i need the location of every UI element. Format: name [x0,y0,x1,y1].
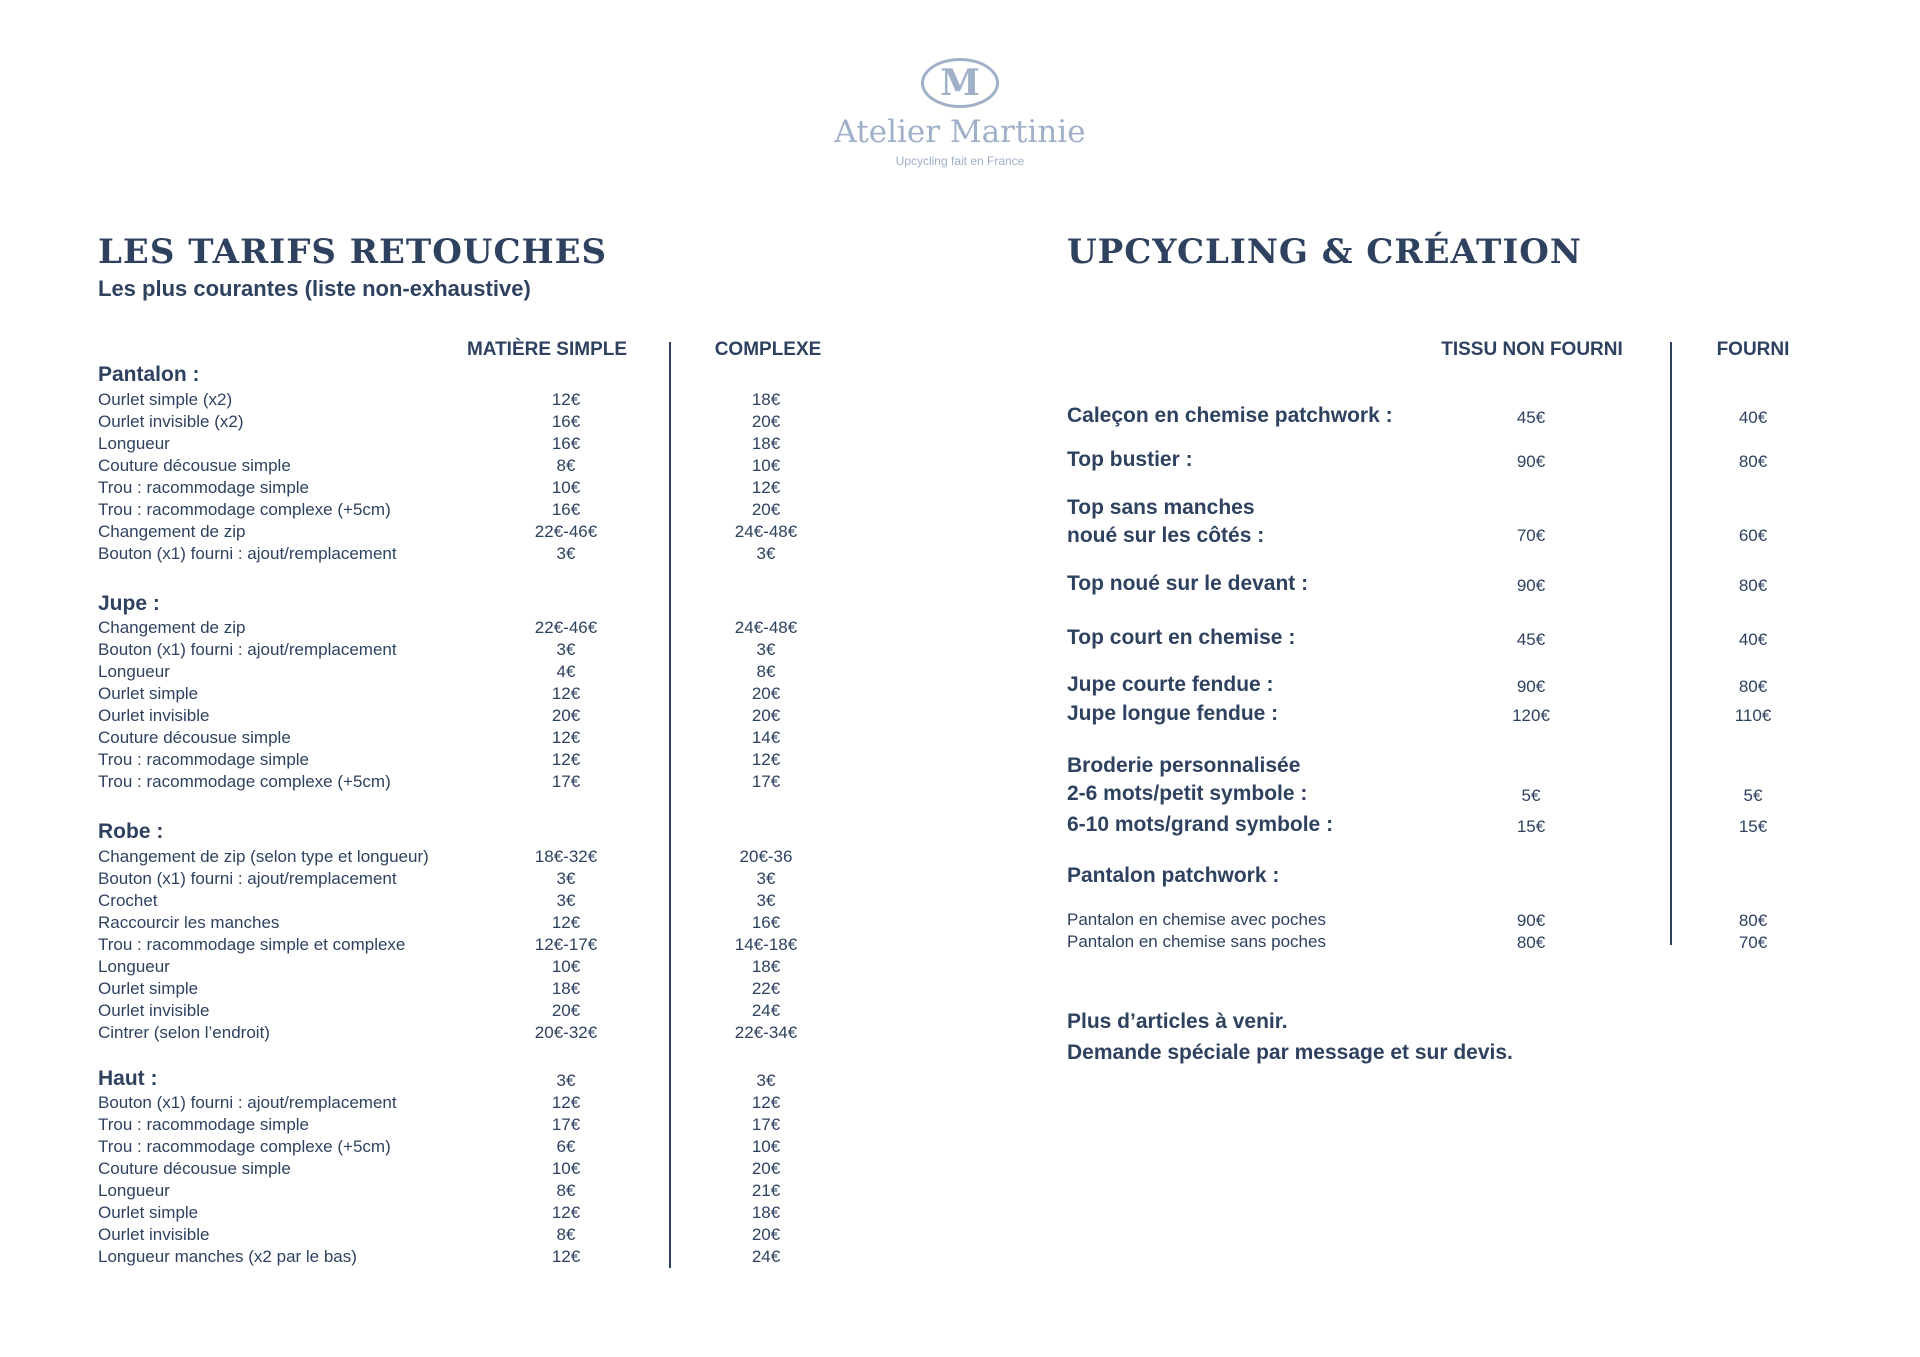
table-row [98,455,858,477]
price-fourni: 80€ [1738,452,1768,471]
price-non-fourni: 120€ [1512,706,1550,725]
price-complexe: 20€ [751,412,781,431]
price-complexe: 20€ [751,684,781,703]
price-fourni: 60€ [1738,526,1768,545]
table-row [98,771,858,793]
table-row [98,749,858,771]
price-simple: 3€ [556,1071,576,1090]
note-line-1: Plus d’articles à venir. [1067,1010,1288,1033]
item-label: Jupe longue fendue : [1067,702,1279,725]
price-non-fourni: 45€ [1516,630,1546,649]
service-label: Trou : racommodage simple et complexe [98,935,406,954]
price-fourni: 40€ [1738,408,1768,427]
price-fourni: 80€ [1738,677,1768,696]
brand-tagline: Upcycling fait en France [895,154,1025,168]
upcycling-item [1067,909,1867,931]
table-row [98,1000,858,1022]
price-complexe: 3€ [756,869,776,888]
price-non-fourni: 90€ [1516,452,1546,471]
price-simple: 6€ [556,1137,576,1156]
table-row [98,389,858,411]
price-complexe: 10€ [751,1137,781,1156]
price-complexe: 10€ [751,456,781,475]
price-non-fourni: 15€ [1516,817,1546,836]
service-label: Ourlet invisible [98,706,210,725]
price-fourni: 110€ [1734,706,1772,725]
price-complexe: 12€ [751,478,781,497]
price-complexe: 3€ [756,640,776,659]
price-complexe: 14€ [751,728,781,747]
price-complexe: 22€ [751,979,781,998]
price-simple: 20€-32€ [534,1023,598,1042]
price-complexe: 24€-48€ [734,618,798,637]
table-row [98,683,858,705]
price-complexe: 18€ [751,1203,781,1222]
price-simple: 22€-46€ [534,618,598,637]
table-row [98,956,858,978]
table-row [98,1114,858,1136]
item-label: Top sans manches noué sur les côtés : [1067,496,1265,547]
upcycling-item [1067,931,1867,953]
price-simple: 8€ [556,1181,576,1200]
upcycling-item [1067,402,1867,432]
table-row [98,934,858,956]
service-label: Ourlet simple (x2) [98,390,233,409]
price-complexe: 20€ [751,706,781,725]
table-row [98,661,858,683]
table-row [98,543,858,565]
price-complexe: 24€ [751,1001,781,1020]
price-simple: 3€ [556,891,576,910]
item-label: Top court en chemise : [1067,626,1296,649]
upcycling-item [1067,671,1867,701]
col-header-non-fourni: TISSU NON FOURNI [1441,339,1623,360]
price-fourni: 5€ [1743,786,1763,805]
col-header-simple: MATIÈRE SIMPLE [466,339,628,360]
price-fourni: 70€ [1738,933,1768,952]
service-label: Longueur manches (x2 par le bas) [98,1247,357,1266]
price-simple: 8€ [556,1225,576,1244]
upcycling-item [1067,752,1867,810]
item-label: Broderie personnalisée 2-6 mots/petit symbole : [1067,754,1308,805]
service-label: Longueur [98,434,170,453]
price-non-fourni: 5€ [1521,786,1541,805]
logo-monogram: M [921,58,999,108]
price-complexe: 17€ [751,772,781,791]
service-label: Cintrer (selon l’endroit) [98,1023,270,1042]
price-complexe: 24€ [751,1247,781,1266]
price-complexe: 20€ [751,500,781,519]
upcycling-item [1067,570,1867,600]
retouches-title: LES TARIFS RETOUCHES [98,232,608,272]
col-header-complexe: COMPLEXE [714,339,822,360]
note-line-2: Demande spéciale par message et sur devis. [1067,1041,1513,1064]
service-label: Bouton (x1) fourni : ajout/remplacement [98,869,397,888]
price-non-fourni: 90€ [1516,576,1546,595]
table-row [98,978,858,1000]
service-label: Trou : racommodage complexe (+5cm) [98,500,391,519]
price-complexe: 21€ [751,1181,781,1200]
price-complexe: 16€ [751,913,781,932]
price-simple: 10€ [551,957,581,976]
price-non-fourni: 90€ [1516,677,1546,696]
service-label: Ourlet simple [98,684,199,703]
price-simple: 12€ [551,750,581,769]
service-label: Longueur [98,957,170,976]
service-label: Bouton (x1) fourni : ajout/remplacement [98,544,397,563]
price-simple: 12€-17€ [534,935,598,954]
table-row [98,1180,858,1202]
brand-logo [0,58,1920,168]
table-row [98,1092,858,1114]
item-label: Caleçon en chemise patchwork : [1067,404,1393,427]
service-label: Couture décousue simple [98,1159,291,1178]
price-simple: 16€ [551,500,581,519]
table-row [98,1136,858,1158]
col-header-fourni: FOURNI [1716,339,1790,360]
table-row [98,1224,858,1246]
service-label: Couture décousue simple [98,456,291,475]
upcycling-item [1067,862,1867,892]
price-fourni: 15€ [1738,817,1768,836]
price-complexe: 20€-36 [739,847,793,866]
upcycling-note [1067,1006,1513,1068]
item-label: Top bustier : [1067,448,1193,471]
service-label: Trou : racommodage simple [98,478,310,497]
service-label: Ourlet invisible [98,1001,210,1020]
service-label: Couture décousue simple [98,728,291,747]
price-simple: 16€ [551,412,581,431]
price-simple: 20€ [551,706,581,725]
price-complexe: 20€ [751,1225,781,1244]
price-simple: 18€-32€ [534,847,598,866]
section-heading-prices [98,1070,858,1092]
upcycling-item [1067,624,1867,654]
price-simple: 8€ [556,456,576,475]
upcycling-item [1067,811,1867,841]
table-row [98,639,858,661]
price-simple: 12€ [551,390,581,409]
service-label: Trou : racommodage complexe (+5cm) [98,1137,391,1156]
table-row [98,477,858,499]
price-simple: 3€ [556,640,576,659]
price-simple: 12€ [551,1203,581,1222]
retouches-subtitle: Les plus courantes (liste non-exhaustive) [98,276,531,301]
price-simple: 18€ [551,979,581,998]
price-complexe: 18€ [751,390,781,409]
table-row [98,499,858,521]
brand-name: Atelier Martinie [834,114,1086,150]
table-row [98,433,858,455]
price-non-fourni: 90€ [1516,911,1546,930]
service-label: Crochet [98,891,158,910]
service-label: Trou : racommodage simple [98,1115,310,1134]
table-row [98,411,858,433]
service-label: Ourlet simple [98,1203,199,1222]
price-simple: 4€ [556,662,576,681]
price-simple: 12€ [551,1093,581,1112]
section-heading: Pantalon : [98,363,200,386]
section-heading: Jupe : [98,592,160,615]
table-row [98,868,858,890]
upcycling-title: UPCYCLING & CRÉATION [1067,232,1582,272]
price-simple: 20€ [551,1001,581,1020]
price-simple: 10€ [551,1159,581,1178]
price-complexe: 18€ [751,434,781,453]
price-simple: 22€-46€ [534,522,598,541]
price-complexe: 12€ [751,750,781,769]
price-fourni: 80€ [1738,911,1768,930]
price-non-fourni: 70€ [1516,526,1546,545]
price-simple: 12€ [551,1247,581,1266]
table-row [98,846,858,868]
table-row [98,1022,858,1044]
table-row [98,1158,858,1180]
service-label: Longueur [98,662,170,681]
table-row [98,521,858,543]
price-fourni: 40€ [1738,630,1768,649]
price-non-fourni: 80€ [1516,933,1546,952]
section-heading: Robe : [98,820,164,843]
price-complexe: 17€ [751,1115,781,1134]
service-label: Trou : racommodage simple [98,750,310,769]
service-label: Bouton (x1) fourni : ajout/remplacement [98,1093,397,1112]
price-simple: 12€ [551,913,581,932]
section-heading: Haut : [98,1067,158,1090]
table-row [98,1202,858,1224]
price-fourni: 80€ [1738,576,1768,595]
price-simple: 3€ [556,869,576,888]
item-label: Pantalon en chemise sans poches [1067,932,1326,951]
upcycling-item [1067,494,1867,550]
item-label: Jupe courte fendue : [1067,673,1274,696]
price-complexe: 3€ [756,544,776,563]
price-simple: 12€ [551,728,581,747]
price-simple: 10€ [551,478,581,497]
price-non-fourni: 45€ [1516,408,1546,427]
upcycling-item [1067,700,1867,730]
service-label: Ourlet invisible (x2) [98,412,244,431]
price-complexe: 22€-34€ [734,1023,798,1042]
service-label: Bouton (x1) fourni : ajout/remplacement [98,640,397,659]
service-label: Ourlet simple [98,979,199,998]
price-simple: 12€ [551,684,581,703]
price-complexe: 3€ [756,1071,776,1090]
price-complexe: 24€-48€ [734,522,798,541]
table-row [98,617,858,639]
table-row [98,1246,858,1268]
service-label: Changement de zip (selon type et longueur) [98,847,429,866]
price-complexe: 20€ [751,1159,781,1178]
price-simple: 17€ [551,772,581,791]
price-complexe: 14€-18€ [734,935,798,954]
table-row [98,890,858,912]
service-label: Changement de zip [98,618,246,637]
price-complexe: 18€ [751,957,781,976]
price-complexe: 3€ [756,891,776,910]
price-complexe: 8€ [756,662,776,681]
service-label: Changement de zip [98,522,246,541]
service-label: Trou : racommodage complexe (+5cm) [98,772,391,791]
upcycling-item [1067,446,1867,476]
table-row [98,705,858,727]
price-simple: 17€ [551,1115,581,1134]
service-label: Ourlet invisible [98,1225,210,1244]
price-simple: 16€ [551,434,581,453]
service-label: Longueur [98,1181,170,1200]
price-simple: 3€ [556,544,576,563]
service-label: Raccourcir les manches [98,913,280,932]
table-row [98,727,858,749]
table-row [98,912,858,934]
item-label: Pantalon patchwork : [1067,864,1280,887]
price-complexe: 12€ [751,1093,781,1112]
item-label: Top noué sur le devant : [1067,572,1309,595]
item-label: Pantalon en chemise avec poches [1067,910,1326,929]
item-label: 6-10 mots/grand symbole : [1067,813,1334,836]
